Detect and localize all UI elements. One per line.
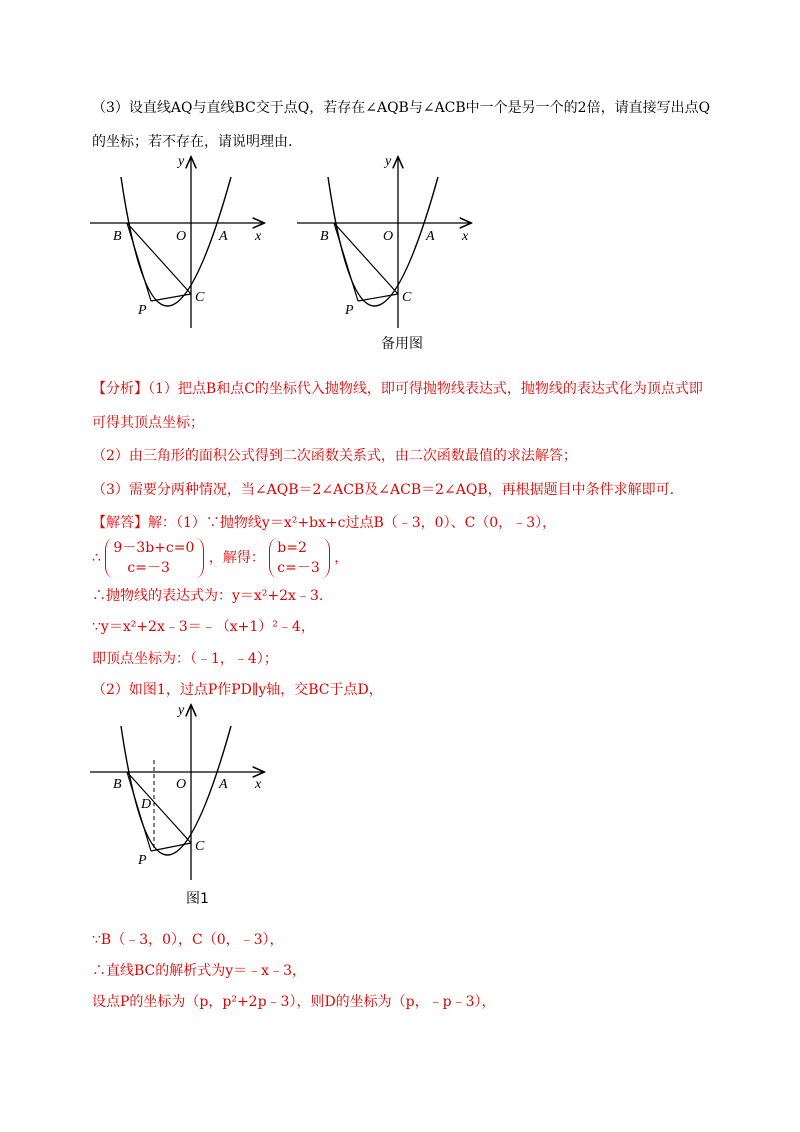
question-3-line-1: （3）设直线AQ与直线BC交于点Q，若存在∠AQB与∠ACB中一个是另一个的2倍，请直接写出点Q (92, 100, 711, 116)
answer-line-1 (92, 513, 556, 533)
label-b: B (113, 777, 122, 792)
label-x: x (255, 777, 262, 792)
answer-part-2: （2）如图1，过点P作PD∥y轴，交BC于点D， (92, 682, 383, 698)
label-b: B (113, 229, 122, 244)
label-d: D (141, 797, 152, 812)
label-o: O (176, 777, 187, 792)
label-o: O (383, 229, 394, 244)
label-y: y (385, 154, 392, 169)
label-p: P (138, 853, 147, 868)
label-a: A (219, 777, 228, 792)
answer-tag: 【解答】 (92, 515, 148, 531)
therefore-symbol: ∴ (92, 550, 101, 566)
analysis-line-2: （2）由三角形的面积公式得到二次函数关系式，由二次函数最值的求法解答； (92, 448, 577, 464)
analysis-line-1b: 可得其顶点坐标； (92, 415, 204, 431)
system1-row2: c=－3 (127, 560, 170, 576)
equation-system-2 (269, 538, 329, 578)
system2-row2: c=－3 (277, 560, 320, 576)
parabola-graph-spare (292, 150, 492, 340)
system2-row1: b=2 (277, 540, 307, 556)
label-a: A (219, 229, 228, 244)
answer-expression: ∴抛物线的表达式为：y＝x²+2x﹣3. (92, 588, 324, 604)
analysis-text-1a: （1）把点B和点C的坐标代入抛物线，即可得抛物线表达式，抛物线的表达式化为顶点式即 (148, 381, 703, 397)
question-3-line-2: 的坐标；若不存在，请说明理由. (92, 134, 293, 150)
segment-bp (127, 223, 151, 301)
system1-row1: 9－3b+c=0 (113, 540, 195, 556)
label-c: C (402, 290, 412, 305)
analysis-tag: 【分析】 (92, 381, 148, 397)
label-o: O (176, 229, 187, 244)
label-x: x (462, 229, 469, 244)
equation-system-1 (105, 538, 204, 578)
caption-spare-figure: 备用图 (381, 336, 423, 352)
parabola-graph-1 (85, 150, 285, 340)
answer-line-bc: ∴直线BC的解析式为y＝﹣x﹣3， (92, 963, 306, 979)
answer-vertex: 即顶点坐标为：（﹣1，﹣4）； (92, 651, 278, 667)
equation-system-line (92, 538, 348, 578)
label-c: C (195, 290, 205, 305)
label-a: A (426, 229, 435, 244)
label-x: x (255, 229, 262, 244)
label-y: y (178, 703, 185, 718)
answer-vertex-form: ∵y＝x²+2x﹣3＝﹣（x+1）²﹣4， (92, 619, 315, 635)
caption-figure-1: 图1 (186, 891, 209, 907)
system-suffix: ， (334, 550, 349, 566)
label-p: P (138, 303, 147, 318)
label-b: B (320, 229, 329, 244)
label-c: C (195, 839, 205, 854)
analysis-line-3: （3）需要分两种情况，当∠AQB＝2∠ACB及∠ACB＝2∠AQB，再根据题目中条件求解即可. (92, 482, 675, 498)
answer-text-1: 解：（1）∵抛物线y＝x²+bx+c过点B（﹣3，0）、C（0，﹣3）， (148, 515, 557, 531)
figure-1-graph (85, 702, 285, 892)
label-p: P (345, 303, 354, 318)
answer-points: ∵B（﹣3，0），C（0，﹣3）， (92, 932, 284, 948)
segment-pc (151, 294, 191, 301)
segment-pc (151, 843, 191, 851)
label-y: y (178, 154, 185, 169)
solve-label: ，解得： (208, 550, 265, 566)
answer-coordinates-pd: 设点P的坐标为（p，p²+2p﹣3），则D的坐标为（p，﹣p﹣3）， (92, 994, 496, 1010)
segment-pc (358, 294, 398, 301)
segment-bp (334, 223, 358, 301)
analysis-line-1 (92, 379, 703, 399)
